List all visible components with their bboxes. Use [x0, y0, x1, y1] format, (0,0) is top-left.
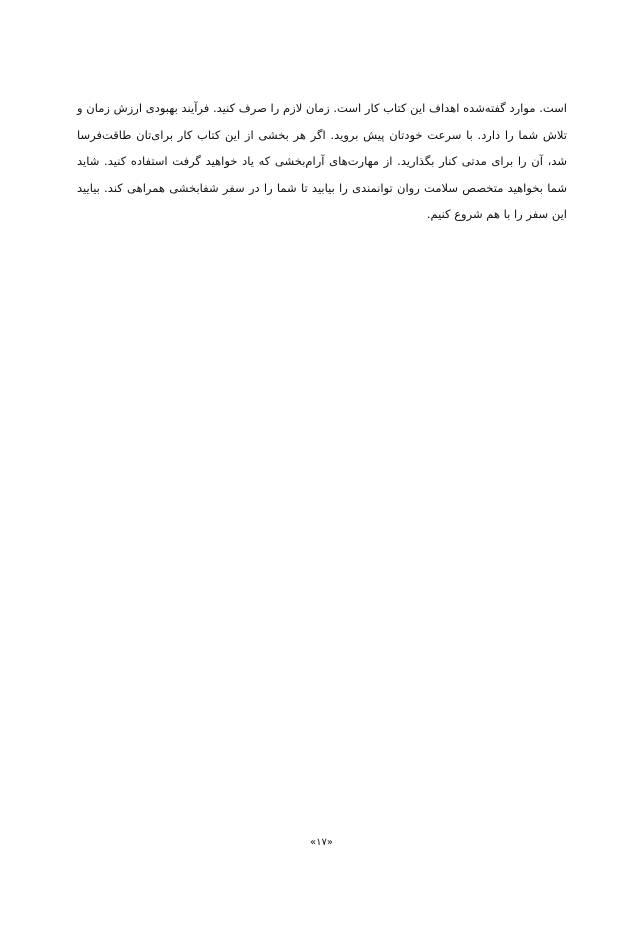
body-text	[77, 95, 567, 228]
page-number: «۱۷»	[310, 837, 333, 848]
body-paragraph: است. موارد گفته‌شده اهداف این کتاب کار است. زمان لازم را صرف کنید. فرآیند بهبودی ارزش زمان و تلاش شما را دارد. با سرعت خودتان پیش بروید. اگر هر بخشی از این کتاب کار برای‌تان طاقت‌فرسا شد، آن را برای مدتی کنار بگذارید. از مهارت‌های آرام‌بخشی که یاد خواهید گرفت استفاده کنید. شاید شما بخواهید متخصص سلامت روان توانمندی را بیابید تا شما را در سفر شفابخشی همراهی کند. بیایید این سفر را با هم شروع کنیم.	[77, 101, 567, 221]
